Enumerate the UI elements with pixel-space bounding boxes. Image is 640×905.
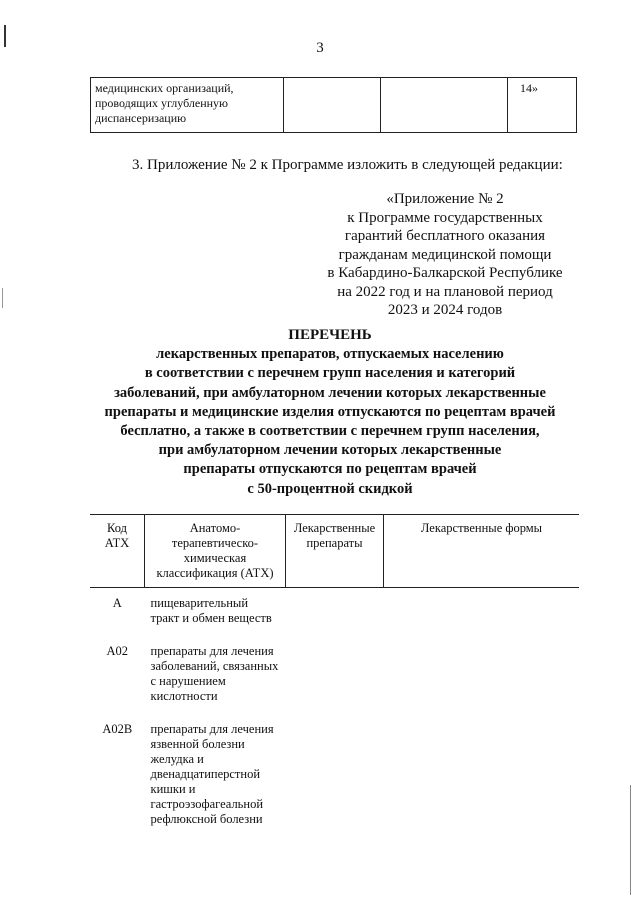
atc-code: A02B [102, 722, 133, 736]
document-title: ПЕРЕЧЕНЬ лекарственных препаратов, отпускаемых населению в соответствии с перечнем групп населения и категорий заболеваний, при амбулаторном лечении которых лекарственные препараты и медицинские изделия отпускаются по рецептам врачей бесплатно, а также в соответствии с перечнем групп населения, при амбулаторном лечении которых лекарственные препараты отпускаются по рецептам врачей с 50-процентной скидкой [60, 326, 600, 499]
header-code: Код АТХ [90, 515, 145, 588]
atc-classification: пищеварительный тракт и обмен веществ [150, 596, 272, 625]
value-cell: 14» [508, 78, 577, 133]
forms-cell [384, 644, 580, 722]
drugs-cell [286, 588, 384, 645]
empty-cell [381, 78, 508, 133]
forms-cell [384, 722, 580, 845]
atc-code: A [112, 596, 122, 610]
atc-code: A02 [106, 644, 129, 658]
scan-mark-right [630, 785, 631, 895]
table-row [90, 722, 579, 845]
table-header-row [90, 515, 579, 588]
header-drugs: Лекарственные препараты [286, 515, 384, 588]
drugs-cell [286, 722, 384, 845]
drugs-cell [286, 644, 384, 722]
amendment-paragraph: 3. Приложение № 2 к Программе изложить в следующей редакции: [132, 157, 563, 173]
continuation-table [90, 77, 577, 133]
drug-list-table [90, 514, 579, 845]
page-number: 3 [316, 40, 324, 56]
header-forms: Лекарственные формы [384, 515, 580, 588]
empty-cell [284, 78, 381, 133]
header-classification: Анатомо- терапевтическо- химическая классификация (АТХ) [145, 515, 286, 588]
title-heading: ПЕРЕЧЕНЬ [288, 327, 372, 343]
org-cell: медицинских организаций, проводящих углубленную диспансеризацию [91, 78, 284, 133]
table-row [90, 588, 579, 645]
atc-classification: препараты для лечения заболеваний, связанных с нарушением кислотности [150, 644, 279, 703]
scan-mark-left [2, 288, 3, 308]
forms-cell [384, 588, 580, 645]
table-row [90, 644, 579, 722]
appendix-header: «Приложение № 2 к Программе государственных гарантий бесплатного оказания гражданам медицинской помощи в Кабардино-Балкарской Республике на 2022 год и на плановой период 2023 и 2024 годов [327, 191, 563, 318]
table-row [91, 78, 577, 133]
atc-classification: препараты для лечения язвенной болезни желудка и двенадцатиперстной кишки и гастроэзофагеальной рефлюксной болезни [150, 722, 274, 826]
